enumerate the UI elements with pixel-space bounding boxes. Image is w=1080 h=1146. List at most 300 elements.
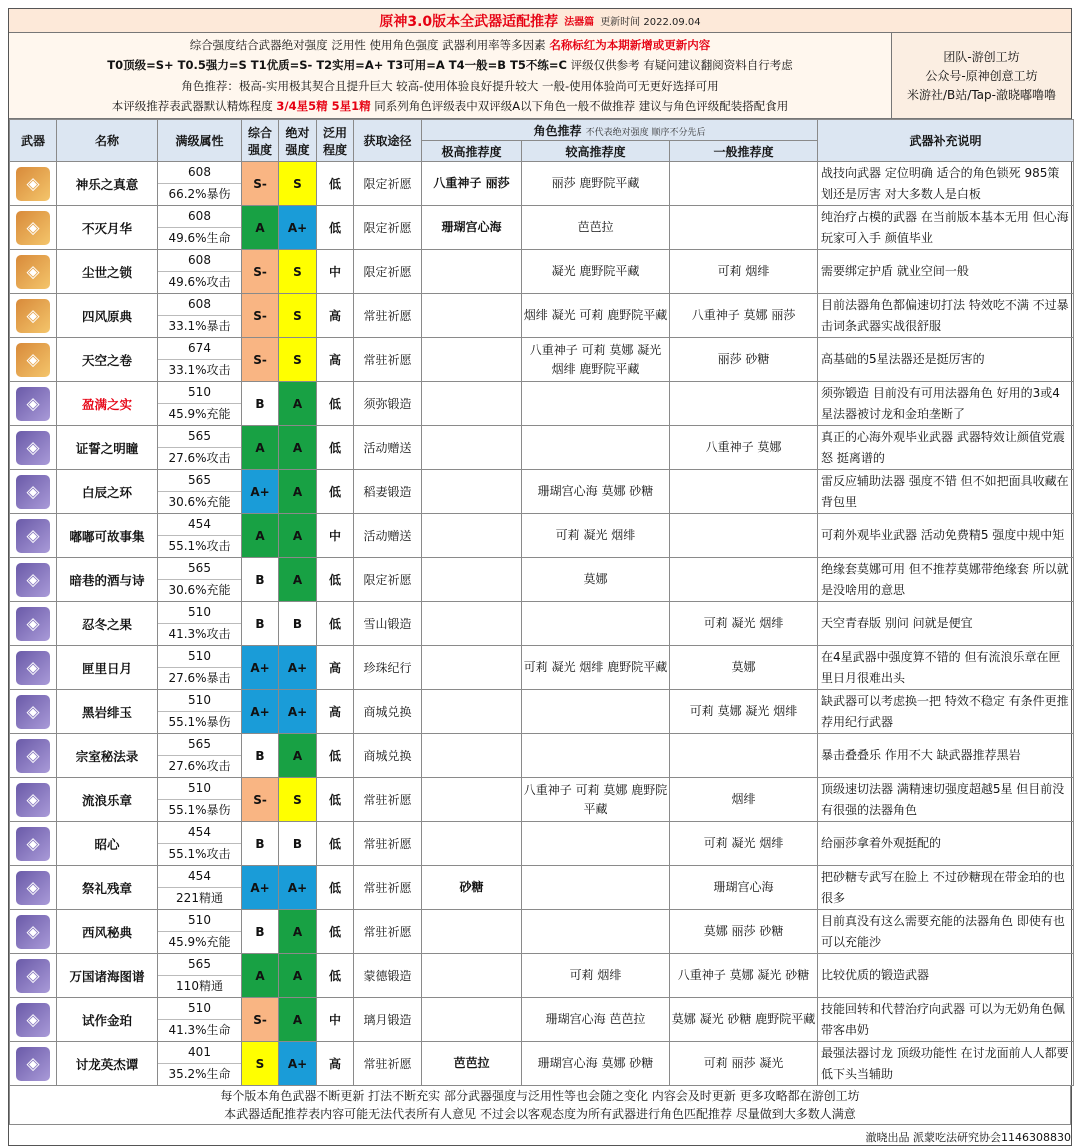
team-line: 米游社/B站/Tap-澈晓嘟噜噜 <box>907 88 1056 102</box>
weapon-icon-cell <box>10 294 57 338</box>
weapon-name: 盈满之实 <box>57 382 158 426</box>
rec-mid: 八重神子 可莉 莫娜 鹿野院平藏 <box>522 778 670 822</box>
col-recommend <box>422 120 818 141</box>
absolute-grade: A <box>279 734 317 778</box>
header-text: 角色推荐 <box>533 123 582 138</box>
source: 活动赠送 <box>354 426 422 470</box>
weapon-table <box>9 119 1074 1086</box>
base-atk: 565 <box>158 558 241 580</box>
sub-stat: 30.6%充能 <box>168 494 231 509</box>
catalyst-icon: ◈ <box>16 739 50 773</box>
col-weapon: 武器 <box>10 120 57 162</box>
overall-grade: A+ <box>242 470 279 514</box>
weapon-note: 高基础的5星法器还是挺厉害的 <box>818 338 1074 382</box>
weapon-stat <box>158 910 242 954</box>
rec-low: 莫娜 凝光 砂糖 鹿野院平藏 <box>670 998 818 1042</box>
weapon-stat <box>158 514 242 558</box>
weapon-note: 雷反应辅助法器 强度不错 但不如把面具收藏在背包里 <box>818 470 1074 514</box>
table-row <box>10 822 1074 866</box>
general-level: 高 <box>317 646 354 690</box>
weapon-stat <box>158 954 242 998</box>
base-atk: 510 <box>158 646 241 668</box>
catalyst-icon: ◈ <box>16 915 50 949</box>
rec-mid: 可莉 凝光 烟绯 <box>522 514 670 558</box>
general-level: 低 <box>317 954 354 998</box>
rec-mid: 芭芭拉 <box>522 206 670 250</box>
general-level: 低 <box>317 822 354 866</box>
col-overall <box>242 120 279 162</box>
rec-mid: 珊瑚宫心海 莫娜 砂糖 <box>522 470 670 514</box>
rec-high <box>422 382 522 426</box>
absolute-grade: A+ <box>279 646 317 690</box>
catalyst-icon: ◈ <box>16 783 50 817</box>
rec-mid: 可莉 凝光 烟绯 鹿野院平藏 <box>522 646 670 690</box>
rec-low: 八重神子 莫娜 凝光 砂糖 <box>670 954 818 998</box>
general-level: 低 <box>317 866 354 910</box>
table-row <box>10 426 1074 470</box>
rec-low <box>670 514 818 558</box>
weapon-stat <box>158 822 242 866</box>
catalyst-icon: ◈ <box>16 651 50 685</box>
absolute-grade: A+ <box>279 866 317 910</box>
rec-low: 珊瑚宫心海 <box>670 866 818 910</box>
weapon-stat <box>158 1042 242 1086</box>
general-level: 中 <box>317 998 354 1042</box>
absolute-grade: A <box>279 514 317 558</box>
credit-line: 澈晓出品 派蒙吃法研究协会1146308830 <box>865 1131 1071 1144</box>
rec-low <box>670 734 818 778</box>
overall-grade: S- <box>242 338 279 382</box>
weapon-icon-cell <box>10 954 57 998</box>
weapon-stat <box>158 602 242 646</box>
weapon-name: 试作金珀 <box>57 998 158 1042</box>
source: 常驻祈愿 <box>354 910 422 954</box>
table-row <box>10 778 1074 822</box>
table-row <box>10 558 1074 602</box>
rec-mid: 凝光 鹿野院平藏 <box>522 250 670 294</box>
base-atk: 565 <box>158 426 241 448</box>
header-text: 程度 <box>322 142 347 157</box>
overall-grade: B <box>242 822 279 866</box>
sub-stat: 33.1%暴击 <box>168 318 231 333</box>
weapon-stat <box>158 866 242 910</box>
table-row <box>10 250 1074 294</box>
sub-stat: 66.2%暴伤 <box>168 186 231 201</box>
absolute-grade: A <box>279 426 317 470</box>
absolute-grade: A <box>279 954 317 998</box>
table-row <box>10 734 1074 778</box>
weapon-stat <box>158 250 242 294</box>
table-row <box>10 910 1074 954</box>
refine-note: 3/4星5精 5星1精 <box>276 98 371 113</box>
table-row <box>10 998 1074 1042</box>
base-atk: 454 <box>158 866 241 888</box>
rec-mid <box>522 734 670 778</box>
sub-stat: 55.1%攻击 <box>168 538 231 553</box>
general-level: 低 <box>317 162 354 206</box>
absolute-grade: A+ <box>279 1042 317 1086</box>
table-row <box>10 954 1074 998</box>
rating-notes <box>9 33 891 118</box>
weapon-stat <box>158 382 242 426</box>
rec-mid: 烟绯 凝光 可莉 鹿野院平藏 <box>522 294 670 338</box>
general-level: 低 <box>317 426 354 470</box>
header-text: 强度 <box>247 142 272 157</box>
weapon-name: 天空之卷 <box>57 338 158 382</box>
rec-mid <box>522 822 670 866</box>
rec-low: 可莉 凝光 烟绯 <box>670 822 818 866</box>
overall-grade: A+ <box>242 646 279 690</box>
rec-low: 可莉 凝光 烟绯 <box>670 602 818 646</box>
team-line: 团队-游创工坊 <box>943 50 1020 64</box>
weapon-note: 缺武器可以考虑换一把 特效不稳定 有条件更推荐用纪行武器 <box>818 690 1074 734</box>
general-level: 低 <box>317 910 354 954</box>
weapon-name: 万国诸海图谱 <box>57 954 158 998</box>
source: 限定祈愿 <box>354 250 422 294</box>
col-source: 获取途径 <box>354 120 422 162</box>
weapon-stat <box>158 734 242 778</box>
catalyst-icon: ◈ <box>16 475 50 509</box>
rec-low: 可莉 烟绯 <box>670 250 818 294</box>
weapon-icon-cell <box>10 558 57 602</box>
base-atk: 565 <box>158 954 241 976</box>
overall-grade: S- <box>242 778 279 822</box>
absolute-grade: S <box>279 162 317 206</box>
rec-low: 八重神子 莫娜 <box>670 426 818 470</box>
header-note: 不代表绝对强度 顺序不分先后 <box>585 127 706 138</box>
base-atk: 510 <box>158 602 241 624</box>
general-level: 高 <box>317 338 354 382</box>
rec-high <box>422 822 522 866</box>
rec-low: 莫娜 <box>670 646 818 690</box>
weapon-stat <box>158 558 242 602</box>
rec-high: 芭芭拉 <box>422 1042 522 1086</box>
col-mid: 较高推荐度 <box>522 141 670 162</box>
sub-stat: 110精通 <box>176 978 223 993</box>
source: 商城兑换 <box>354 734 422 778</box>
rec-low: 烟绯 <box>670 778 818 822</box>
weapon-note: 目前法器角色都偏速切打法 特效吃不满 不过暴击词条武器实战很舒服 <box>818 294 1074 338</box>
catalyst-icon: ◈ <box>16 1003 50 1037</box>
sub-stat: 30.6%充能 <box>168 582 231 597</box>
overall-grade: A <box>242 206 279 250</box>
weapon-icon-cell <box>10 822 57 866</box>
weapon-name: 不灭月华 <box>57 206 158 250</box>
rec-high <box>422 954 522 998</box>
weapon-name: 流浪乐章 <box>57 778 158 822</box>
general-level: 高 <box>317 294 354 338</box>
rec-mid <box>522 602 670 646</box>
weapon-stat <box>158 162 242 206</box>
rec-mid: 八重神子 可莉 莫娜 凝光 烟绯 鹿野院平藏 <box>522 338 670 382</box>
footer-line: 本武器适配推荐表内容可能无法代表所有人意见 不过会以客观态度为所有武器进行角色匹配推荐 尽量做到大多数人满意 <box>224 1107 856 1121</box>
sub-stat: 55.1%暴伤 <box>168 714 231 729</box>
weapon-icon-cell <box>10 250 57 294</box>
col-name: 名称 <box>57 120 158 162</box>
absolute-grade: S <box>279 294 317 338</box>
rec-high <box>422 250 522 294</box>
catalyst-icon: ◈ <box>16 959 50 993</box>
catalyst-icon: ◈ <box>16 519 50 553</box>
source: 蒙德锻造 <box>354 954 422 998</box>
header-text: 强度 <box>285 142 310 157</box>
weapon-note: 在4星武器中强度算不错的 但有流浪乐章在匣里日月很难出头 <box>818 646 1074 690</box>
table-row <box>10 294 1074 338</box>
info-panel <box>9 33 1071 119</box>
absolute-grade: A <box>279 910 317 954</box>
overall-grade: B <box>242 910 279 954</box>
weapon-name: 宗室秘法录 <box>57 734 158 778</box>
weapon-stat <box>158 998 242 1042</box>
source: 限定祈愿 <box>354 558 422 602</box>
note-text: 同系列角色评级表中双评级A以下角色一般不做推荐 建议与角色评级配装搭配食用 <box>370 98 789 113</box>
base-atk: 510 <box>158 998 241 1020</box>
rec-high <box>422 690 522 734</box>
catalyst-icon: ◈ <box>16 387 50 421</box>
rec-high <box>422 910 522 954</box>
weapon-stat <box>158 206 242 250</box>
absolute-grade: B <box>279 822 317 866</box>
catalyst-icon: ◈ <box>16 431 50 465</box>
rec-low <box>670 162 818 206</box>
rec-low: 莫娜 丽莎 砂糖 <box>670 910 818 954</box>
header-text: 绝对 <box>285 125 310 140</box>
rec-high <box>422 426 522 470</box>
source: 须弥锻造 <box>354 382 422 426</box>
base-atk: 565 <box>158 734 241 756</box>
rec-low: 丽莎 砂糖 <box>670 338 818 382</box>
rec-high: 砂糖 <box>422 866 522 910</box>
weapon-note: 最强法器讨龙 顶级功能性 在讨龙面前人人都要低下头当辅助 <box>818 1042 1074 1086</box>
absolute-grade: S <box>279 778 317 822</box>
weapon-name: 忍冬之果 <box>57 602 158 646</box>
weapon-note: 比较优质的锻造武器 <box>818 954 1074 998</box>
weapon-icon-cell <box>10 426 57 470</box>
base-atk: 454 <box>158 822 241 844</box>
sub-stat: 27.6%暴击 <box>168 670 231 685</box>
header-text: 泛用 <box>322 125 347 140</box>
source: 活动赠送 <box>354 514 422 558</box>
overall-grade: B <box>242 382 279 426</box>
weapon-icon-cell <box>10 778 57 822</box>
catalyst-icon: ◈ <box>16 1047 50 1081</box>
source: 珍珠纪行 <box>354 646 422 690</box>
rec-mid: 丽莎 鹿野院平藏 <box>522 162 670 206</box>
weapon-icon-cell <box>10 162 57 206</box>
weapon-name: 白辰之环 <box>57 470 158 514</box>
red-note: 名称标红为本期新增或更新内容 <box>549 38 711 53</box>
weapon-note: 绝缘套莫娜可用 但不推荐莫娜带绝缘套 所以就是没啥用的意思 <box>818 558 1074 602</box>
base-atk: 608 <box>158 250 241 272</box>
absolute-grade: A+ <box>279 690 317 734</box>
absolute-grade: S <box>279 250 317 294</box>
rec-high <box>422 558 522 602</box>
sub-stat: 35.2%生命 <box>168 1066 231 1081</box>
rec-mid <box>522 426 670 470</box>
table-row <box>10 514 1074 558</box>
sub-stat: 27.6%攻击 <box>168 758 231 773</box>
weapon-note: 战技向武器 定位明确 适合的角色锁死 985策划还是厉害 对大多数人是白板 <box>818 162 1074 206</box>
weapon-icon-cell <box>10 690 57 734</box>
source: 常驻祈愿 <box>354 866 422 910</box>
table-row <box>10 470 1074 514</box>
sub-stat: 55.1%攻击 <box>168 846 231 861</box>
weapon-stat <box>158 690 242 734</box>
source: 限定祈愿 <box>354 162 422 206</box>
general-level: 中 <box>317 250 354 294</box>
general-level: 低 <box>317 602 354 646</box>
weapon-note: 天空青春版 别问 问就是便宜 <box>818 602 1074 646</box>
source: 常驻祈愿 <box>354 294 422 338</box>
rec-high <box>422 778 522 822</box>
rec-mid: 莫娜 <box>522 558 670 602</box>
weapon-stat <box>158 470 242 514</box>
overall-grade: B <box>242 734 279 778</box>
team-credits <box>891 33 1071 118</box>
weapon-icon-cell <box>10 910 57 954</box>
note-line-2 <box>107 57 792 73</box>
catalyst-icon: ◈ <box>16 255 50 289</box>
general-level: 低 <box>317 558 354 602</box>
note-line-4 <box>112 98 789 114</box>
weapon-stat <box>158 338 242 382</box>
catalyst-icon: ◈ <box>16 563 50 597</box>
overall-grade: S- <box>242 998 279 1042</box>
note-text: 综合强度结合武器绝对强度 泛用性 使用角色强度 武器利用率等多因素 <box>189 38 550 53</box>
footer-line: 每个版本角色武器不断更新 打法不断充实 部分武器强度与泛用性等也会随之变化 内容会及时更新 更多攻略都在游创工坊 <box>220 1089 860 1103</box>
table-body <box>10 162 1074 1086</box>
weapon-name: 祭礼残章 <box>57 866 158 910</box>
source: 常驻祈愿 <box>354 1042 422 1086</box>
note-text: 本评级推荐表武器默认精炼程度 <box>111 98 277 113</box>
rec-mid <box>522 866 670 910</box>
rec-low <box>670 470 818 514</box>
sub-stat: 41.3%攻击 <box>168 626 231 641</box>
note-line-3: 角色推荐：极高-实用极其契合且提升巨大 较高-使用体验良好提升较大 一般-使用体验尚可无更好选择可用 <box>181 78 719 93</box>
source: 常驻祈愿 <box>354 338 422 382</box>
general-level: 低 <box>317 734 354 778</box>
sub-stat: 45.9%充能 <box>168 934 231 949</box>
footer-notes <box>9 1086 1071 1125</box>
absolute-grade: A+ <box>279 206 317 250</box>
table-row <box>10 338 1074 382</box>
base-atk: 674 <box>158 338 241 360</box>
source: 稻妻锻造 <box>354 470 422 514</box>
weapon-icon-cell <box>10 646 57 690</box>
rec-mid <box>522 690 670 734</box>
sub-stat: 49.6%攻击 <box>168 274 231 289</box>
weapon-note: 须弥锻造 目前没有可用法器角色 好用的3或4星法器被讨龙和金珀垄断了 <box>818 382 1074 426</box>
rec-high: 珊瑚宫心海 <box>422 206 522 250</box>
weapon-name: 嘟嘟可故事集 <box>57 514 158 558</box>
general-level: 低 <box>317 382 354 426</box>
rec-high <box>422 646 522 690</box>
catalyst-icon: ◈ <box>16 211 50 245</box>
catalyst-icon: ◈ <box>16 607 50 641</box>
weapon-note: 顶级速切法器 满精速切强度超越5星 但目前没有很强的法器角色 <box>818 778 1074 822</box>
update-date: 更新时间 2022.09.04 <box>600 17 701 28</box>
base-atk: 401 <box>158 1042 241 1064</box>
weapon-note: 把砂糖专武写在脸上 不过砂糖现在带金珀的也很多 <box>818 866 1074 910</box>
overall-grade: B <box>242 602 279 646</box>
col-high: 极高推荐度 <box>422 141 522 162</box>
overall-grade: A <box>242 426 279 470</box>
base-atk: 510 <box>158 690 241 712</box>
absolute-grade: B <box>279 602 317 646</box>
general-level: 低 <box>317 206 354 250</box>
rec-mid <box>522 910 670 954</box>
overall-grade: S- <box>242 250 279 294</box>
rec-mid: 可莉 烟绯 <box>522 954 670 998</box>
header-text: 综合 <box>247 125 272 140</box>
table-row <box>10 646 1074 690</box>
weapon-stat <box>158 646 242 690</box>
base-atk: 608 <box>158 162 241 184</box>
overall-grade: A+ <box>242 690 279 734</box>
base-atk: 608 <box>158 294 241 316</box>
weapon-name: 讨龙英杰谭 <box>57 1042 158 1086</box>
col-absolute <box>279 120 317 162</box>
weapon-note: 技能回转和代替治疗向武器 可以为无奶角色佩带客串奶 <box>818 998 1074 1042</box>
weapon-name: 昭心 <box>57 822 158 866</box>
source: 常驻祈愿 <box>354 778 422 822</box>
absolute-grade: S <box>279 338 317 382</box>
catalyst-icon: ◈ <box>16 871 50 905</box>
rec-high <box>422 734 522 778</box>
rec-high: 八重神子 丽莎 <box>422 162 522 206</box>
weapon-icon-cell <box>10 1042 57 1086</box>
base-atk: 608 <box>158 206 241 228</box>
weapon-icon-cell <box>10 382 57 426</box>
table-row <box>10 866 1074 910</box>
sub-stat: 45.9%充能 <box>168 406 231 421</box>
general-level: 高 <box>317 690 354 734</box>
page-subtitle: 法器篇 <box>564 17 595 28</box>
tier-legend: T0顶级=S+ T0.5强力=S T1优质=S- T2实用=A+ T3可用=A T4一般=B T5不练=C <box>107 58 567 73</box>
title-bar <box>9 9 1071 33</box>
source: 璃月锻造 <box>354 998 422 1042</box>
absolute-grade: A <box>279 470 317 514</box>
weapon-name: 尘世之锁 <box>57 250 158 294</box>
source: 雪山锻造 <box>354 602 422 646</box>
general-level: 低 <box>317 470 354 514</box>
rec-high <box>422 514 522 558</box>
rec-mid: 珊瑚宫心海 芭芭拉 <box>522 998 670 1042</box>
rec-low: 可莉 莫娜 凝光 烟绯 <box>670 690 818 734</box>
rec-mid: 珊瑚宫心海 莫娜 砂糖 <box>522 1042 670 1086</box>
weapon-name: 证誓之明瞳 <box>57 426 158 470</box>
note-line-1 <box>190 37 711 53</box>
weapon-icon-cell <box>10 602 57 646</box>
weapon-name: 神乐之真意 <box>57 162 158 206</box>
col-desc: 武器补充说明 <box>818 120 1074 162</box>
source: 常驻祈愿 <box>354 822 422 866</box>
sub-stat: 55.1%暴伤 <box>168 802 231 817</box>
catalyst-icon: ◈ <box>16 827 50 861</box>
weapon-name: 暗巷的酒与诗 <box>57 558 158 602</box>
overall-grade: S <box>242 1042 279 1086</box>
sub-stat: 27.6%攻击 <box>168 450 231 465</box>
col-low: 一般推荐度 <box>670 141 818 162</box>
overall-grade: A+ <box>242 866 279 910</box>
sub-stat: 49.6%生命 <box>168 230 231 245</box>
catalyst-icon: ◈ <box>16 343 50 377</box>
base-atk: 565 <box>158 470 241 492</box>
weapon-note: 纯治疗占模的武器 在当前版本基本无用 但心海玩家可入手 颜值毕业 <box>818 206 1074 250</box>
rec-high <box>422 294 522 338</box>
table-row <box>10 206 1074 250</box>
weapon-name: 匣里日月 <box>57 646 158 690</box>
